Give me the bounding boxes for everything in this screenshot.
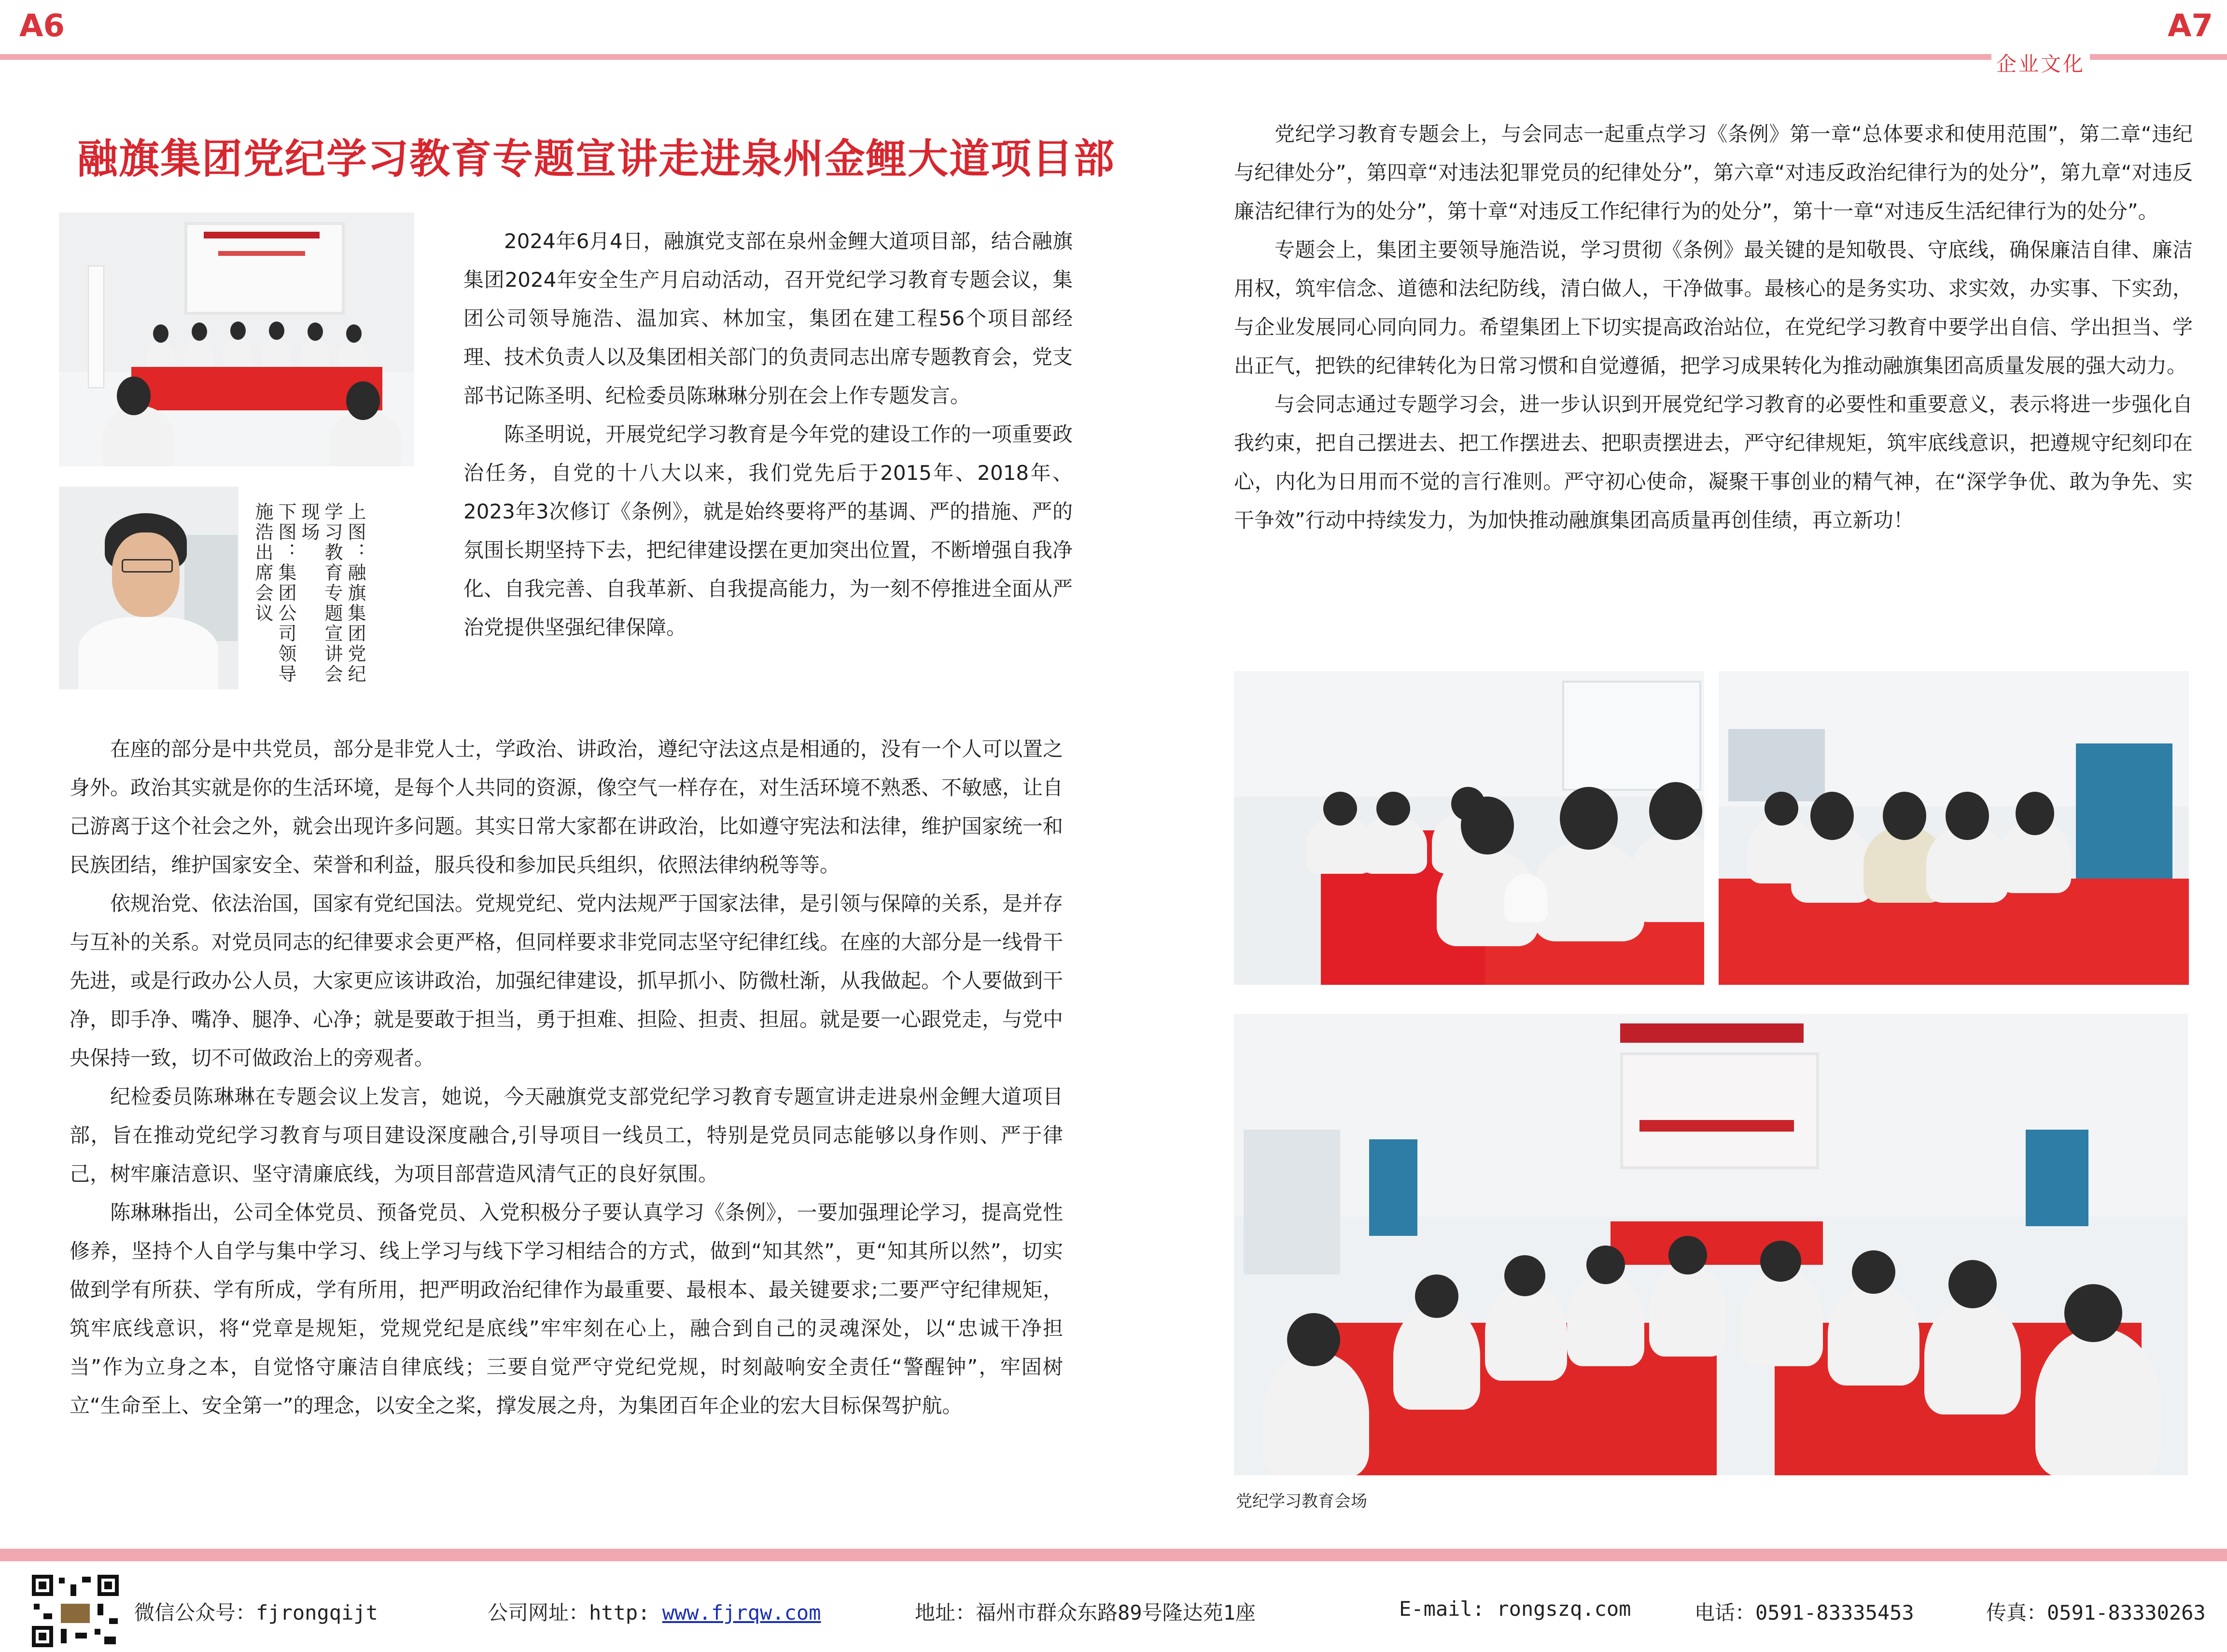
body-paragraph: 党纪学习教育专题会上，与会同志一起重点学习《条例》第一章“总体要求和使用范围”，第二章“违纪与纪律处分”，第四章“对违法犯罪党员的纪律处分”，第六章“对违反政治纪律行为的处分”，第九章“对违反廉洁纪律行为的处分”，第十章“对违反工作纪律行为的处分”，第十一章“对违反生活纪律行为的处分”。 (1234, 122, 2193, 223)
company-fax: 传真：0591-83330263 (1986, 1601, 2206, 1624)
side-caption-top: 上图：融旗集团党纪学习教育专题宣讲会现场 (298, 502, 366, 685)
wechat-account (134, 1597, 378, 1626)
body-paragraph: 陈琳琳指出，公司全体党员、预备党员、入党积极分子要认真学习《条例》，一要加强理论学习，提高党性修养，坚持个人自学与集中学习、线上学习与线下学习相结合的方式，做到“知其然”，更“知其所以然”，切实做到学有所获、学有所成，学有所用，把严明政治纪律作为最重要、最根本、最关键要求;二要严守纪律规矩，筑牢底线意识，将“党章是规矩，党规党纪是底线”牢牢刻在心上，融合到自己的灵魂深处，以“忠诚干净担当”作为立身之本，自觉恪守廉洁自律底线；三要自觉严守党纪党规，时刻敲响安全责任“警醒钟”，牢固树立“生命至上、安全第一”的理念，以安全之桨，撑发展之舟，为集团百年企业的宏大目标保驾护航。 (70, 1201, 1063, 1417)
body-paragraph: 在座的部分是中共党员，部分是非党人士，学政治、讲政治，遵纪守法这点是相通的，没有一个人可以置之身外。政治其实就是你的生活环境，是每个人共同的资源，像空气一样存在，对生活环境不熟悉、不敏感，让自己游离于这个社会之外，就会出现许多问题。其实日常大家都在讲政治，比如遵守宪法和法律，维护国家统一和民族团结，维护国家安全、荣誉和利益，服兵役和参加民兵组织，依照法律纳税等等。 (70, 737, 1064, 877)
company-email: E-mail: rongszq.com (1399, 1597, 1631, 1621)
wechat-label: 微信公众号： (134, 1601, 256, 1624)
left-body-column (70, 730, 1063, 1425)
article-title: 融旗集团党纪学习教育专题宣讲走进泉州金鲤大道项目部 (77, 135, 1116, 182)
footer-divider (0, 1549, 2227, 1561)
body-paragraph: 与会同志通过专题学习会，进一步认识到开展党纪学习教育的必要性和重要意义，表示将进一步强化自我约束，把自己摆进去、把工作摆进去、把职责摆进去，严守纪律规矩，筑牢底线意识，把遵规守纪刻印在心，内化为日用而不觉的言行准则。严守初心使命，凝聚干事创业的精气神，在“深学争优、敢为争先、实干争效”行动中持续发力，为加快推动融旗集团高质量再创佳绩，再立新功！ (1234, 392, 2193, 532)
meeting-photo-right (1719, 671, 2189, 985)
meeting-photo-left (1234, 671, 1704, 985)
company-address: 地址：福州市群众东路89号隆达苑1座 (915, 1601, 1256, 1624)
right-page-number: A7 (2168, 8, 2213, 44)
intro-paragraph: 2024年6月4日，融旗党支部在泉州金鲤大道项目部，结合融旗集团2024年安全生产月启动活动，召开党纪学习教育专题会议，集团公司领导施浩、温加宾、林加宝，集团在建工程56个项目部经理、技术负责人以及集团相关部门的负责同志出席专题教育会，党支部书记陈圣明、纪检委员陈琳琳分别在会上作专题发言。 (463, 229, 1073, 407)
leader-portrait-photo (59, 487, 238, 689)
section-tag: 企业文化 (1991, 48, 2090, 77)
left-page-number: A6 (19, 8, 65, 44)
website-link[interactable]: www.fjrqw.com (662, 1601, 821, 1624)
qr-code (32, 1575, 119, 1647)
header-divider (0, 54, 2227, 60)
body-paragraph: 专题会上，集团主要领导施浩说，学习贯彻《条例》最关键的是知敬畏、守底线，确保廉洁自律、廉洁用权，筑牢信念、道德和法纪防线，清白做人，干净做事。最核心的是务实功、求实效，办实事、下实劲，与企业发展同心同向同力。希望集团上下切实提高政治站位，在党纪学习教育中要学出自信、学出担当、学出正气，把铁的纪律转化为日常习惯和自觉遵循，把学习成果转化为推动融旗集团高质量发展的强大动力。 (1234, 238, 2193, 378)
side-caption (251, 502, 367, 695)
body-paragraph: 依规治党、依法治国，国家有党纪国法。党规党纪、党内法规严于国家法律，是引领与保障的关系，是并存与互补的关系。对党员同志的纪律要求会更严格，但同样要求非党同志坚守纪律红线。在座的大部分是一线骨干先进，或是行政办公人员，大家更应该讲政治，加强纪律建设，抓早抓小、防微杜渐，从我做起。个人要做到干净，即手净、嘴净、腿净、心净；就是要敢于担当，勇于担难、担险、担责、担屈。就是要一心跟党走，与党中央保持一致，切不可做政治上的旁观者。 (70, 892, 1064, 1070)
meeting-hall-photo (1234, 1014, 2188, 1475)
wechat-value: fjrongqijt (256, 1601, 378, 1624)
side-caption-bottom: 下图：集团公司领导施浩出席会议 (252, 502, 296, 685)
website-label: 公司网址：http: (488, 1601, 662, 1624)
company-website (488, 1597, 821, 1626)
intro-column (463, 222, 1073, 647)
body-paragraph: 纪检委员陈琳琳在专题会议上发言，她说，今天融旗党支部党纪学习教育专题宣讲走进泉州金鲤大道项目部，旨在推动党纪学习教育与项目建设深度融合,引导项目一线员工，特别是党员同志能够以身作则、严于律己，树牢廉洁意识、坚守清廉底线，为项目部营造风清气正的良好氛围。 (70, 1085, 1063, 1186)
company-phone: 电话：0591-83335453 (1695, 1601, 1914, 1624)
right-body-column (1234, 115, 2193, 540)
intro-paragraph: 陈圣明说，开展党纪学习教育是今年党的建设工作的一项重要政治任务，自党的十八大以来，我们党先后于2015年、2018年、2023年3次修订《条例》，就是始终要将严的基调、严的措施、严的氛围长期坚持下去，把纪律建设摆在更加突出位置，不断增强自我净化、自我完善、自我革新、自我提高能力，为一刻不停推进全面从严治党提供坚强纪律保障。 (463, 422, 1073, 639)
photo-caption: 党纪学习教育会场 (1236, 1492, 1367, 1511)
meeting-photo-top (59, 212, 414, 466)
